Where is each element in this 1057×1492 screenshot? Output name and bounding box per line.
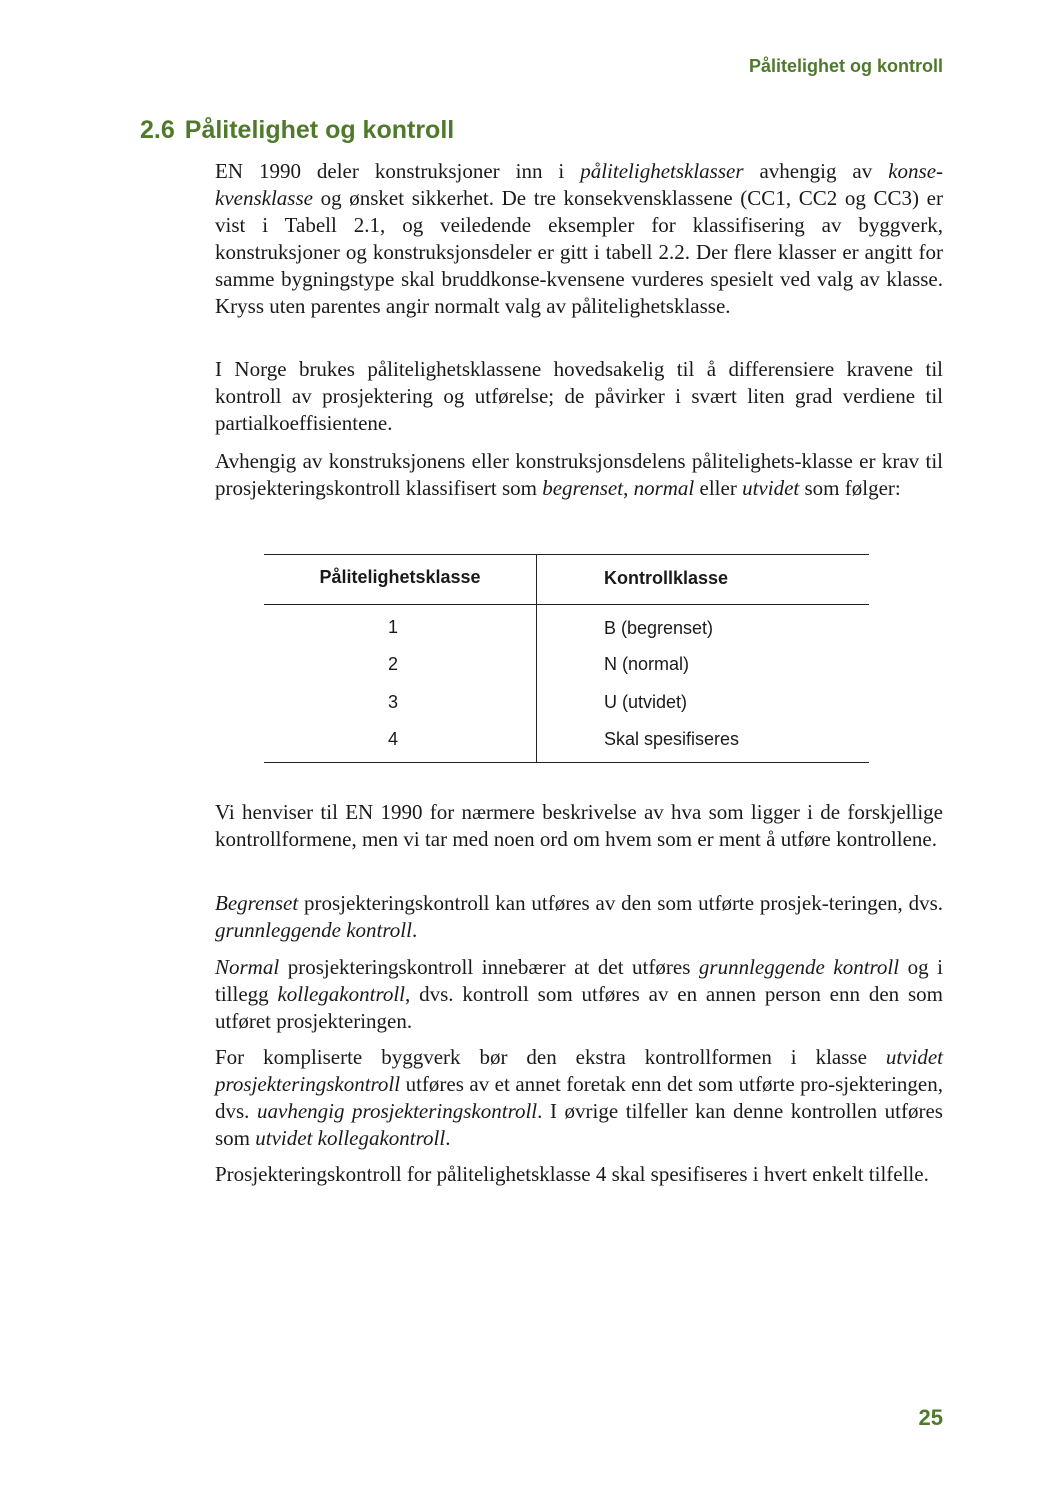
table-cell-reliability-class: 3 (387, 692, 398, 712)
emphasized-text: normal (633, 476, 695, 500)
table-bottom-rule (264, 762, 869, 763)
table-cell-control-class: B (begrenset) (604, 618, 714, 638)
page-number: 25 (918, 1405, 943, 1430)
paragraph-class4-control (215, 1161, 943, 1188)
table-cell-control-class: U (utvidet) (604, 692, 688, 712)
emphasized-text: grunnleggende kontroll (698, 955, 900, 979)
text-run: avhengig av (743, 159, 889, 183)
paragraph-norway-usage (215, 356, 943, 437)
emphasized-text: Begrenset (215, 891, 299, 915)
text-run: prosjekteringskontroll innebærer at det utføres (279, 955, 699, 979)
table-header-rule (264, 604, 869, 605)
text-run: Avhengig av konstruksjonens eller konstruksjonsdelens pålitelighets-klasse er krav til prosjekteringskontroll klassifisert som (215, 449, 943, 500)
emphasized-text: konse-kvensklasse (215, 159, 944, 210)
emphasized-text: utvidet (742, 476, 800, 500)
paragraph-extended-control (215, 1044, 943, 1152)
paragraph-normal-control (215, 954, 943, 1035)
section-title-text: Pålitelighet og kontroll (184, 116, 455, 144)
paragraph-limited-control (215, 890, 943, 944)
text-run: . (445, 1126, 451, 1150)
text-run: . (411, 918, 418, 942)
emphasized-text: kollegakontroll (277, 982, 406, 1006)
section-number: 2.6 (140, 116, 175, 144)
text-run: EN 1990 deler konstruksjoner inn i (215, 159, 581, 183)
text-run: som følger: (799, 476, 901, 500)
table-cell-control-class: N (normal) (604, 654, 690, 674)
emphasized-text: utvidet prosjekteringskontroll (215, 1045, 943, 1096)
text-run: . I øvrige tilfeller kan denne kontrollen utføres som (215, 1099, 943, 1150)
table-cell-reliability-class: 4 (387, 729, 398, 749)
text-run: utføres av et annet foretak enn det som utførte pro-sjekteringen, dvs. (215, 1072, 943, 1123)
table-header-control-class: Kontrollklasse (604, 568, 729, 588)
table-cell-reliability-class: 2 (387, 654, 398, 674)
running-head: Pålitelighet og kontroll (748, 56, 943, 76)
text-run: I Norge brukes pålitelighetsklassene hovedsakelig til å differensiere kravene til kontroll av prosjektering og utførelse; de påvirker i svært liten grad verdiene til partialkoeffisientene. (215, 357, 943, 435)
table-cell-control-class: Skal spesifiseres (604, 729, 740, 749)
section-title (140, 116, 454, 145)
control-class-table (264, 554, 869, 763)
text-run: Prosjekteringskontroll for pålitelighetsklasse 4 skal spesifiseres i hvert enkelt tilfelle. (215, 1162, 929, 1186)
paragraph-reliability-classes (215, 158, 943, 320)
table-column-divider (536, 554, 537, 763)
text-run: , (623, 476, 634, 500)
paragraph-en1990-reference (215, 799, 943, 853)
text-run: og i tillegg (215, 955, 943, 1006)
emphasized-text: begrenset (542, 476, 624, 500)
emphasized-text: pålitelighetsklasser (580, 159, 744, 183)
text-run: eller (694, 476, 743, 500)
emphasized-text: Normal (215, 955, 280, 979)
emphasized-text: utvidet kollegakontroll (255, 1126, 446, 1150)
text-run: , dvs. kontroll som utføres av en annen person enn den som utføret prosjekteringen. (215, 982, 943, 1033)
table-header-reliability-class: Pålitelighetsklasse (319, 567, 481, 587)
text-run: For kompliserte byggverk bør den ekstra kontrollformen i klasse (215, 1045, 886, 1069)
emphasized-text: grunnleggende kontroll (215, 918, 412, 942)
text-run: Vi henviser til EN 1990 for nærmere beskrivelse av hva som ligger i de forskjellige kontrollformene, men vi tar med noen ord om hvem som er ment å utføre kontrollene. (215, 800, 943, 851)
text-run: og ønsket sikkerhet. De tre konsekvensklassene (CC1, CC2 og CC3) er vist i Tabell 2.1, og veiledende eksempler for klassifisering av byggverk, konstruksjoner og konstruksjonsdeler er gitt i tabell 2.2. Der flere klasser er angitt for samme bygningstype skal bruddkonse-kvensene vurderes spesielt ved valg av klasse. Kryss uten parentes angir normalt valg av pålitelighetsklasse. (215, 186, 943, 318)
table-cell-reliability-class: 1 (387, 617, 398, 637)
emphasized-text: uavhengig prosjekteringskontroll (257, 1099, 538, 1123)
text-run: prosjekteringskontroll kan utføres av den som utførte prosjek-teringen, dvs. (298, 891, 943, 915)
paragraph-control-classification (215, 448, 943, 502)
table-top-rule (264, 554, 869, 555)
